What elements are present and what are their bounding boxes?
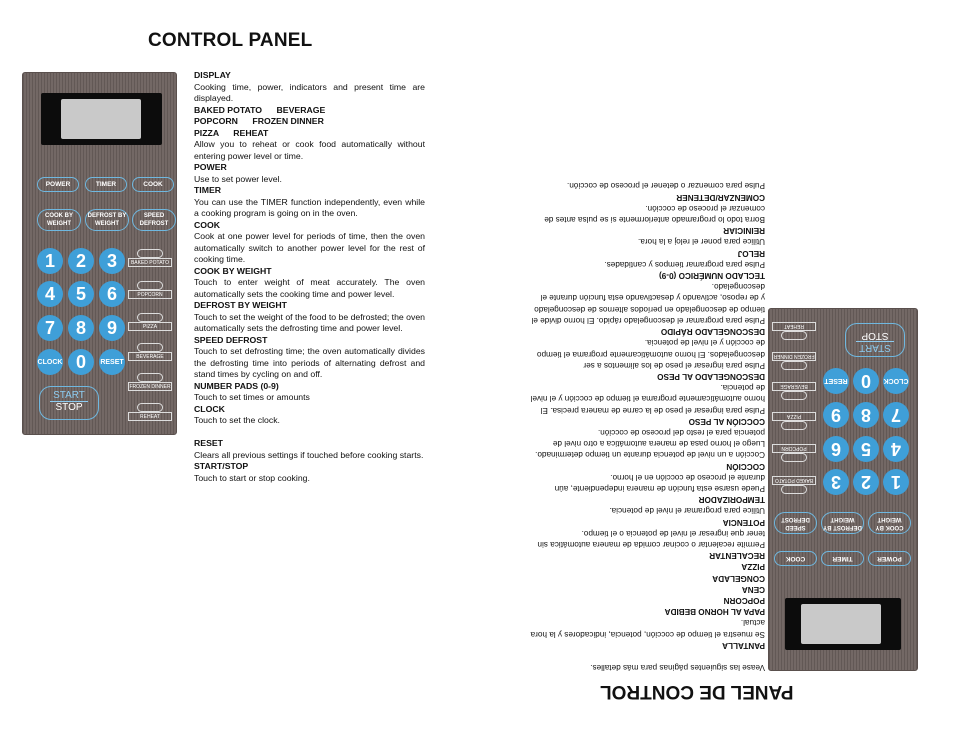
section-body: Cocción a un nivel de potencia durante un tiempo determinado. Luego el horno pasa de manera automática a otro nivel de potencia para el resto del proceso de cocción. [535,427,765,460]
section-body: Touch to set times or amounts [194,392,310,402]
section-body: Touch to set the weight of the food to be defrosted; the oven automatically sets the defrosting time and power level. [194,311,425,333]
start-stop-button [845,323,905,357]
section-body: Clears all previous settings if touched before cooking starts. [194,449,424,460]
section-heading: COCCIÓN [726,461,765,471]
stop-label: STOP [50,401,88,413]
section-heading: TECLADO NUMÉRICO (0-9) [659,271,765,281]
section-heading: DESCONGELADO RÁPIDO [660,327,765,337]
section-body: Touch to set the clock. [194,415,280,425]
section-body: Utilice para programar el nivel de potencia. [609,506,765,516]
pizza-key [771,410,817,430]
section-heading: RECALENTAR [709,551,765,561]
section-heading: PIZZA [741,562,765,572]
english-instructions [194,70,425,484]
section-heading: PAPA AL HORNO BEBIDA [664,607,765,617]
number-pad-2: 2 [853,469,879,495]
number-pad-9: 9 [99,315,125,341]
section-body: Cook at one power level for periods of time, then the oven automatically switch to another power level for the rest of cooking time. [194,231,425,264]
start-label: START [859,342,891,353]
section-heading: NUMBER PADS (0-9) [194,380,279,391]
power-button: POWER [37,177,79,192]
popcorn-label: POPCORN [128,290,172,299]
section-heading: POTENCIA [722,517,765,527]
timer-button: TIMER [85,177,127,192]
section-heading: DESCONGELADO AL PESO [657,371,765,381]
section-heading: SPEED DEFROST [194,334,268,345]
number-pad-2: 2 [68,248,94,274]
section-body: Touch to enter weight of meat accurately. The oven automatically sets the cooking time and power level. [194,277,425,299]
section-body: Puede usarse esta función de manera independiente, aún durante el proceso de cocción en el horno. [554,472,765,493]
clock-button: CLOCK [883,368,909,394]
number-pad-7: 7 [883,402,909,428]
defrost-by-weight-button: DEFROST BY WEIGHT [821,512,864,534]
number-pad-6: 6 [823,436,849,462]
number-pad-9: 9 [823,402,849,428]
spanish-instructions [530,78,765,673]
spanish-page-title: PANEL DE CONTROL [600,681,794,702]
baked-potato-key [771,474,817,494]
control-panel-illustration [22,72,177,435]
section-heading: POWER [194,162,227,172]
section-body: Pulse para ingresar el peso de los alimentos a ser descongelados. El horno automáticamente programa el tiempo de cocción y el nivel de potencia. [536,338,765,370]
section-body: Touch to set defrosting time; the oven automatically divides the defrosting time into periods of alternating defrost and stand times by cycling on and off. [194,346,425,379]
section-heading: TIMER [194,185,222,195]
timer-button: TIMER [821,551,864,566]
section-body: Pulse para programar el descongelado rápido. El horno divide el tiempo de descongelado en períodos alternos de descongelado y de reposo, activando y desactivando esta función durante el descongelado. [531,282,765,325]
section-heading: COOK [194,219,221,230]
spanish-intro: Vease las siguientes páginas para más detalles. [590,663,765,672]
section-heading: CONGELADA [712,573,765,583]
page-title: CONTROL PANEL [148,30,313,51]
reheat-key [127,403,173,423]
beverage-key [127,343,173,363]
section-heading: COOK BY WEIGHT [194,265,272,276]
section-heading: START/STOP [194,461,249,471]
pizza-key [127,313,173,333]
section-heading: PANTALLA [722,640,765,650]
reheat-label: REHEAT [128,412,172,421]
cook-button: COOK [132,177,174,192]
display-screen [41,93,162,145]
section-heading: CENA [741,584,765,594]
frozen-dinner-label: FROZEN DINNER [773,353,815,360]
section-body: Allow you to reheat or cook food automatically without entering power level or time. [194,139,425,161]
section-heading: POPCORN FROZEN DINNER [194,116,324,126]
cook-button: COOK [774,551,817,566]
baked-potato-key [127,249,173,269]
section-body: Permite recalentar o cocinar comida de manera automática sin tener que ingresar el nivel de potencia o el tiempo. [537,528,765,549]
reheat-label: REHEAT [772,322,816,331]
start-stop-button [39,386,99,420]
popcorn-label: POPCORN [772,444,816,453]
number-pad-0: 0 [853,368,879,394]
number-pad-8: 8 [68,315,94,341]
section-body: Borra todo lo programado anteriormente si se pulsa antes de comenzar el proceso de cocción. [544,203,765,225]
cook-by-weight-button: COOK BY WEIGHT [37,209,81,231]
frozen-dinner-key [127,373,173,393]
speed-defrost-button: SPEED DEFROST [774,512,817,534]
frozen-dinner-label: FROZEN DINNER [129,383,171,390]
number-pad-3: 3 [99,248,125,274]
section-body: Pulse para programar tiempos y cantidades. [604,259,765,269]
section-heading: RELOJ [737,248,765,258]
number-pad-1: 1 [883,469,909,495]
section-body: You can use the TIMER function independently, even while a cooking program is going on in the oven. [194,196,425,218]
beverage-label: BEVERAGE [128,352,172,361]
speed-defrost-button: SPEED DEFROST [132,209,176,231]
section-heading: BAKED POTATO BEVERAGE [194,104,326,115]
section-heading: TEMPORIZADOR [698,495,765,505]
number-pad-8: 8 [853,402,879,428]
beverage-key [771,380,817,400]
section-body: Se muestra el tiempo de cocción, potencia, indicadores y la hora actual. [530,618,765,639]
section-body: Pulse para ingresar el peso de la carne de manera precisa. El horno automáticamente programa el tiempo de cocción y el nivel de potencia. [530,383,765,415]
cook-by-weight-button: COOK BY WEIGHT [868,512,911,534]
clock-button: CLOCK [37,349,63,375]
section-heading: PIZZA REHEAT [194,127,269,138]
display-screen [785,598,901,650]
power-button: POWER [868,551,911,566]
number-pad-4: 4 [883,436,909,462]
section-heading: COCCIÓN AL PESO [688,416,765,426]
section-body: Pulse para comenzar o detener el proceso de cocción. [567,181,765,191]
section-body: Cooking time, power, indicators and present time are displayed. [194,81,425,103]
section-body: Use to set power level. [194,173,282,184]
reset-button: RESET [99,349,125,375]
control-panel-illustration-rotated [768,308,918,671]
section-body: Utilice para poner el reloj a la hora. [638,237,765,247]
section-heading: COMENZAR/DETENER [676,192,765,202]
section-body: Touch to start or stop cooking. [194,472,310,483]
start-label: START [53,390,85,401]
reheat-key [771,320,817,340]
number-pad-7: 7 [37,315,63,341]
section-heading: RESET [194,438,223,448]
number-pad-3: 3 [823,469,849,495]
section-heading: CLOCK [194,403,225,414]
baked-potato-label: BAKED POTATO [128,258,172,267]
number-pad-4: 4 [37,281,63,307]
number-pad-0: 0 [68,349,94,375]
section-heading: DEFROST BY WEIGHT [194,300,287,310]
section-heading: POPCORN [723,595,765,605]
baked-potato-label: BAKED POTATO [772,476,816,485]
section-heading: REINICIAR [723,226,765,236]
section-heading: DISPLAY [194,70,231,80]
frozen-dinner-key [771,350,817,370]
number-pad-5: 5 [853,436,879,462]
pizza-label: PIZZA [772,412,816,421]
reset-button: RESET [823,368,849,394]
defrost-by-weight-button: DEFROST BY WEIGHT [85,209,129,231]
number-pad-1: 1 [37,248,63,274]
number-pad-6: 6 [99,281,125,307]
popcorn-key [771,442,817,462]
stop-label: STOP [856,330,894,342]
pizza-label: PIZZA [128,322,172,331]
number-pad-5: 5 [68,281,94,307]
beverage-label: BEVERAGE [772,382,816,391]
popcorn-key [127,281,173,301]
